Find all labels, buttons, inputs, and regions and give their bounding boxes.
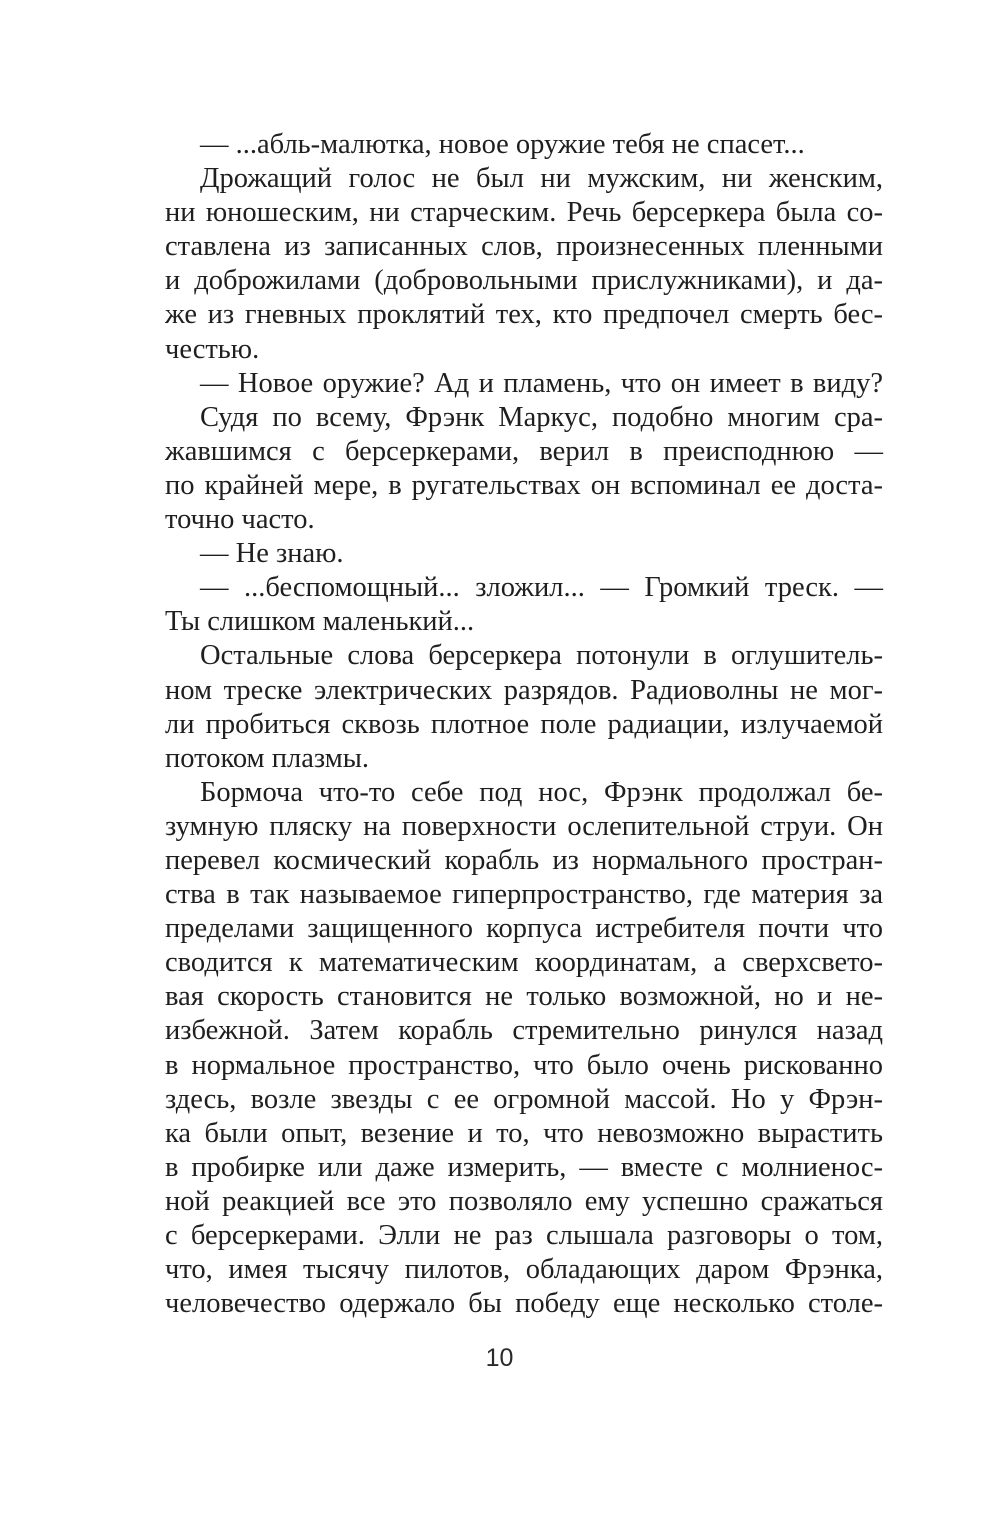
text-line: сводится к математическим координатам, а сверхсвето- [165,947,883,979]
text-line: же из гневных проклятий тех, кто предпочел смерть бес- [165,299,883,331]
text-line: здесь, возле звезды с ее огромной массой. Но у Фрэн- [165,1083,883,1115]
text-line: — Не знаю. [200,538,344,570]
text-line: жавшимся с берсеркерами, верил в преисподнюю — [165,435,883,467]
text-line: пределами защищенного корпуса истребителя почти что [165,913,883,945]
page-number: 10 [485,1344,514,1372]
text-line: потоком плазмы. [165,742,370,774]
text-line: Остальные слова берсеркера потонули в оглушитель- [200,640,883,672]
text-line: — ...беспомощный... зложил... — Громкий треск. — [200,572,883,604]
text-line: ства в так называемое гиперпространство, где материя за [165,879,883,911]
text-line: точно часто. [165,504,315,536]
text-line: человечество одержало бы победу еще несколько столе- [165,1288,883,1320]
text-line: в пробирке или даже измерить, — вместе с молниенос- [165,1151,883,1183]
text-line: — ...абль-малютка, новое оружие тебя не спасет... [200,129,805,160]
text-line: ли пробиться сквозь плотное поле радиации, излучаемой [165,708,883,740]
text-line: и доброжилами (добровольными прислужниками), и да- [165,265,883,297]
text-line: по крайней мере, в ругательствах он вспоминал ее доста- [165,469,883,501]
text-line: избежной. Затем корабль стремительно ринулся назад [165,1015,883,1047]
text-line: — Новое оружие? Ад и пламень, что он имеет в виду? [200,367,883,399]
text-line: ка были опыт, везение и то, что невозможно вырастить [165,1117,883,1149]
text-line: Судя по всему, Фрэнк Маркус, подобно многим сра- [200,401,883,433]
text-line: зумную пляску на поверхности ослепительной струи. Он [165,810,883,842]
text-line: ном треске электрических разрядов. Радиоволны не мог- [165,674,883,706]
text-line: ни юношеским, ни старческим. Речь берсеркера была со- [165,197,883,229]
text-line: вая скорость становится не только возможной, но и не- [165,981,883,1013]
text-line: ной реакцией все это позволяло ему успешно сражаться [165,1185,883,1217]
text-line: с берсеркерами. Элли не раз слышала разговоры о том, [165,1220,883,1251]
text-line: в нормальное пространство, что было очень рискованно [165,1049,883,1081]
body-text [165,128,883,1321]
text-line: Дрожащий голос не был ни мужским, ни женским, [200,163,883,195]
text-line: перевел космический корабль из нормального простран- [165,844,883,876]
text-line: что, имея тысячу пилотов, обладающих даром Фрэнка, [165,1254,883,1286]
text-line: Ты слишком маленький... [165,606,475,638]
text-line: ставлена из записанных слов, произнесенных пленными [165,231,883,263]
text-line: честью. [165,333,260,365]
text-line: Бормоча что-то себе под нос, Фрэнк продолжал бе- [200,776,883,808]
